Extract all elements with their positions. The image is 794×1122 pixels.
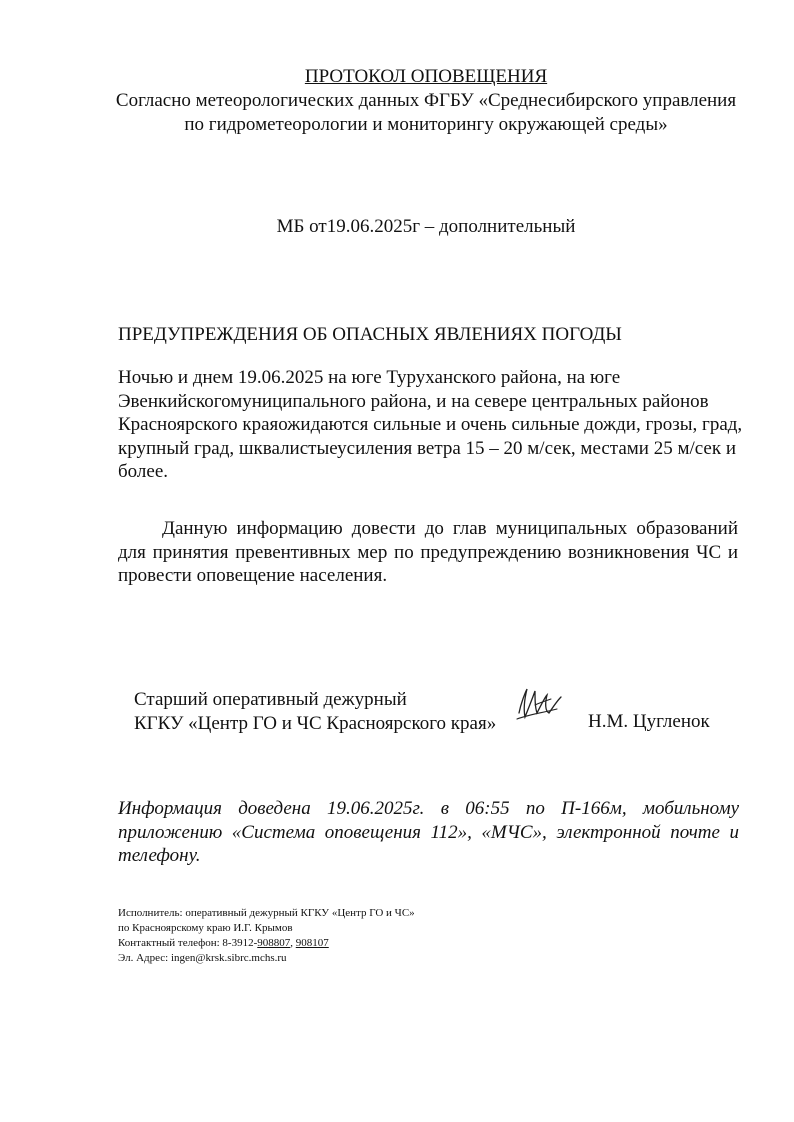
signatory-position-line-2: КГКУ «Центр ГО и ЧС Красноярского края» bbox=[134, 712, 497, 734]
phone-number-2[interactable]: 908107 bbox=[295, 937, 329, 949]
document-title: ПРОТОКОЛ ОПОВЕЩЕНИЯ bbox=[304, 66, 548, 87]
footer-executor-line: Исполнитель: оперативный дежурный КГКУ «Центр ГО и ЧС» bbox=[118, 907, 415, 919]
warning-line-4: крупный град, шквалистыеусиления ветра 15 – 20 м/сек, местами 25 м/сек и bbox=[118, 437, 736, 459]
footer-phone-prefix: Контактный телефон: 8-3912- bbox=[118, 937, 258, 949]
handwritten-signature bbox=[505, 683, 567, 731]
signatory-position bbox=[134, 688, 496, 735]
warning-text bbox=[118, 366, 743, 484]
footer-phone-separator: , bbox=[290, 937, 296, 949]
warning-heading: ПРЕДУПРЕЖДЕНИЯ ОБ ОПАСНЫХ ЯВЛЕНИЯХ ПОГОДЫ bbox=[118, 324, 622, 345]
instruction-paragraph: Данную информацию довести до глав муниципальных образований для принятия превентивных мер по предупреждению возникновения ЧС и провести оповещение населения. bbox=[118, 518, 738, 586]
executor-footer bbox=[118, 906, 415, 966]
subtitle-line-1: Согласно метеорологических данных ФГБУ «Среднесибирского управления bbox=[115, 90, 737, 111]
warning-line-3: Красноярского краяожидаются сильные и очень сильные дожди, грозы, град, bbox=[118, 414, 743, 435]
mb-reference-line: МБ от19.06.2025г – дополнительный bbox=[276, 216, 576, 237]
footer-email-line: Эл. Адрес: ingen@krsk.sibrc.mchs.ru bbox=[118, 952, 287, 964]
signatory-name: Н.М. Цугленок bbox=[588, 711, 710, 732]
document-subtitle bbox=[100, 89, 752, 137]
subtitle-line-2: по гидрометеорологии и мониторингу окружающей среды» bbox=[184, 114, 668, 135]
footer-region-line: по Красноярскому краю И.Г. Крымов bbox=[118, 922, 293, 934]
footer-phone-line bbox=[118, 936, 415, 951]
phone-number-1[interactable]: 908807 bbox=[257, 937, 291, 949]
notification-notice: Информация доведена 19.06.2025г. в 06:55 по П-166м, мобильному приложению «Система оповещения 112», «МЧС», электронной почте и телефону. bbox=[118, 798, 739, 866]
warning-line-5: более. bbox=[118, 461, 169, 482]
warning-line-1: Ночью и днем 19.06.2025 на юге Туруханского района, на юге bbox=[118, 367, 621, 388]
warning-line-2: Эвенкийскогомуниципального района, и на севере центральных районов bbox=[118, 390, 709, 412]
signatory-position-line-1: Старший оперативный дежурный bbox=[134, 689, 407, 710]
